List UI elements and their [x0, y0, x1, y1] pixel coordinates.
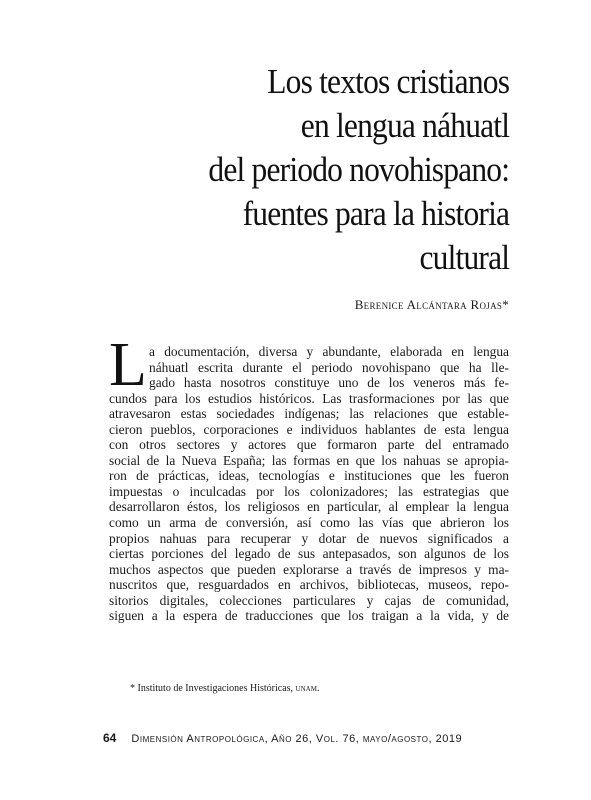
body-line: social de la Nueva España; las formas en que los nahuas se apropia- — [109, 452, 509, 468]
body-line: con otros sectores y actores que formaron parte del entramado — [109, 437, 509, 453]
body-line: sitorios digitales, colecciones particulares y cajas de comunidad, — [109, 592, 509, 608]
body-line: cieron pueblos, corporaciones e individuos hablantes de esta lengua — [109, 421, 509, 437]
body-line: propios nahuas para recuperar y dotar de nuevos significados a — [109, 530, 509, 546]
page-footer — [103, 731, 462, 745]
body-line: como un arma de conversión, así como las vías que abrieron los — [109, 515, 509, 531]
title-line: cultural — [419, 238, 509, 277]
body-line: ciertas porciones del legado de sus antepasados, son algunos de los — [109, 546, 509, 562]
footnote-text: * Instituto de Investigaciones Históricas, — [130, 683, 296, 694]
body-line: impuestas o inculcadas por los colonizadores; las estrategias que — [109, 483, 509, 499]
article-title — [208, 60, 509, 280]
body-line: gado hasta nosotros constituye uno de los veneros más fe- — [149, 375, 509, 391]
body-line: atravesaron estas sociedades indígenas; las relaciones que estable- — [109, 406, 509, 422]
body-line: ron de prácticas, ideas, tecnologías e instituciones que les fueron — [109, 468, 509, 484]
body-line: siguen a la espera de traducciones que los traigan a la vida, y de — [109, 608, 509, 624]
body-line: náhuatl escrita durante el periodo novohispano que ha lle- — [149, 359, 509, 375]
body-line: muchos aspectos que pueden explorarse a través de impresos y ma- — [109, 561, 509, 577]
title-line: del periodo novohispano: — [208, 150, 509, 189]
drop-cap: L — [109, 331, 147, 399]
footnote-abbreviation: unam. — [295, 683, 320, 694]
title-line: fuentes para la historia — [242, 194, 509, 233]
body-line: cundos para los estudios históricos. Las trasformaciones por las que — [109, 390, 509, 406]
body-line: nuscritos que, resguardados en archivos, bibliotecas, museos, repo- — [109, 577, 509, 593]
body-line: desarrollaron éstos, los religiosos en particular, al emplear la lengua — [109, 499, 509, 515]
title-line: Los textos cristianos — [267, 62, 509, 101]
author-name: Berenice Alcántara Rojas* — [354, 297, 509, 312]
body-paragraph — [109, 344, 509, 624]
footnote — [130, 683, 319, 694]
body-line: a documentación, diversa y abundante, elaborada en lengua — [149, 344, 509, 359]
title-line: en lengua náhuatl — [300, 106, 509, 145]
journal-citation: Dimensión Antropológica, Año 26, Vol. 76, mayo/agosto, 2019 — [131, 733, 463, 745]
page-number: 64 — [103, 731, 117, 745]
